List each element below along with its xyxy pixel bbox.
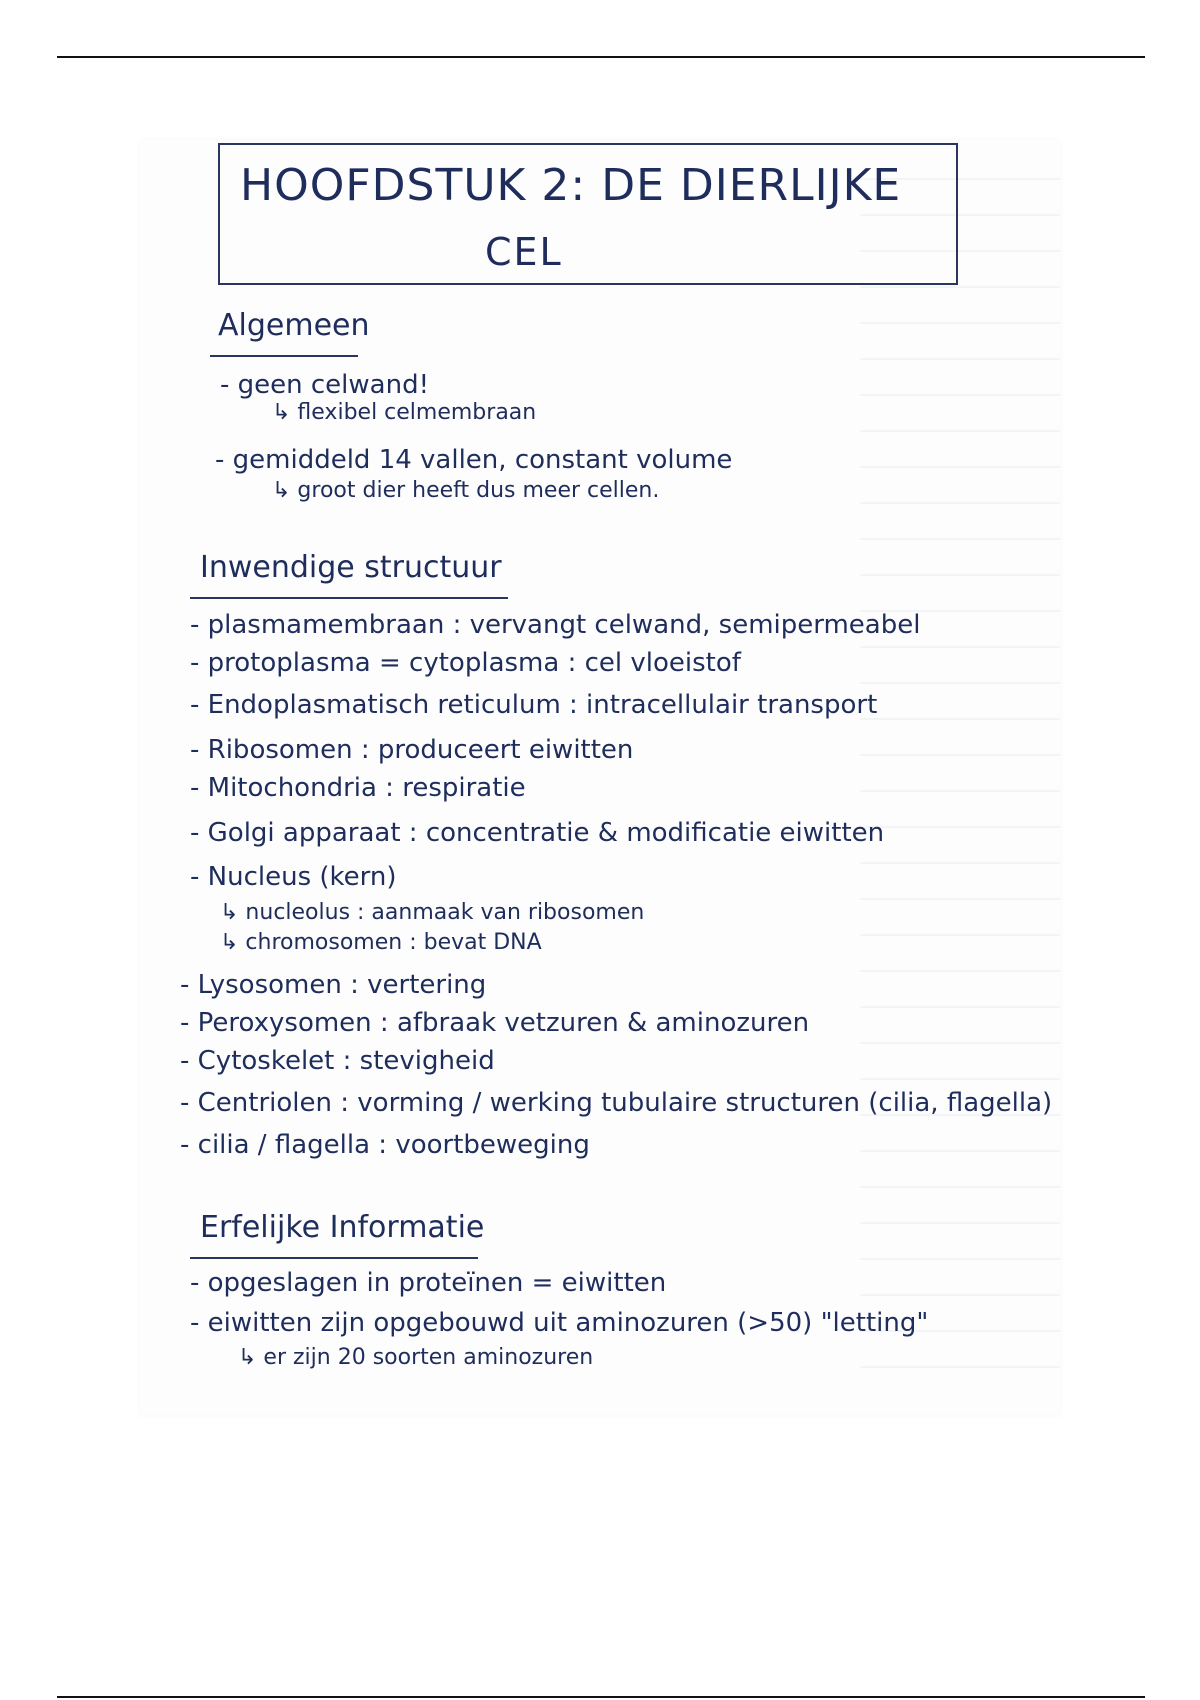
note-line: - protoplasma = cytoplasma : cel vloeistof [190,648,741,678]
note-line: - Nucleus (kern) [190,862,397,892]
section-heading-erfelijke-informatie: Erfelijke Informatie [200,1210,485,1245]
page-title-line-1: HOOFDSTUK 2: DE DIERLIJKE [240,160,902,211]
heading-underline [190,1257,478,1259]
note-line: - geen celwand! [220,370,430,400]
note-subline: ↳ er zijn 20 soorten aminozuren [238,1345,594,1370]
note-line: - Lysosomen : vertering [180,970,487,1000]
note-subline: ↳ chromosomen : bevat DNA [220,930,542,955]
note-line: - Mitochondria : respiratie [190,773,526,803]
section-heading-inwendige-structuur: Inwendige structuur [200,550,502,585]
heading-underline [210,355,358,357]
note-line: - Ribosomen : produceert eiwitten [190,735,634,765]
note-line: - Cytoskelet : stevigheid [180,1046,495,1076]
note-line: - plasmamembraan : vervangt celwand, semipermeabel [190,610,921,640]
note-line: - Centriolen : vorming / werking tubulaire structuren (cilia, flagella) [180,1088,1053,1118]
heading-underline [190,597,508,599]
note-line: - Golgi apparaat : concentratie & modificatie eiwitten [190,818,885,848]
note-line: - eiwitten zijn opgebouwd uit aminozuren (>50) "letting" [190,1308,929,1338]
page-bleed-through [860,150,1060,1400]
bottom-rule [57,1696,1145,1698]
note-subline: ↳ flexibel celmembraan [272,400,537,425]
note-subline: ↳ nucleolus : aanmaak van ribosomen [220,900,645,925]
top-rule [57,56,1145,58]
note-line: - gemiddeld 14 vallen, constant volume [215,445,733,475]
note-line: - cilia / flagella : voortbeweging [180,1130,590,1160]
note-line: - Peroxysomen : afbraak vetzuren & aminozuren [180,1008,810,1038]
section-heading-algemeen: Algemeen [218,308,370,343]
note-subline: ↳ groot dier heeft dus meer cellen. [272,478,660,503]
note-line: - Endoplasmatisch reticulum : intracellulair transport [190,690,878,720]
page-title-line-2: CEL [485,230,563,274]
note-line: - opgeslagen in proteïnen = eiwitten [190,1268,667,1298]
